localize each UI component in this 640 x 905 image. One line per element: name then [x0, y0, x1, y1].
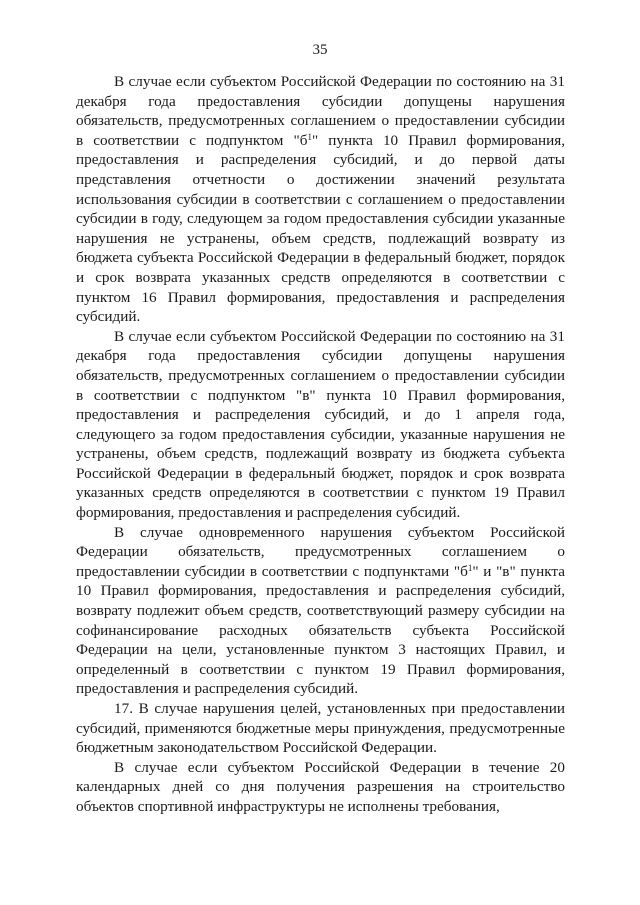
superscript-one: 1	[307, 131, 312, 142]
paragraph-simultaneous-violation	[76, 523, 565, 699]
paragraph-return-b1-violation	[76, 72, 565, 327]
page-number: 35	[312, 42, 328, 58]
document-body	[76, 72, 565, 817]
paragraph-return-v-violation: В случае если субъектом Российской Федерации по состоянию на 31 декабря года предоставления субсидии допущены нарушения обязательств, предусмотренных соглашением о предоставлении субсидии в соответствии с подпунктом "в" пункта 10 Правил формирования, предоставления и распределения субсидий, и до 1 апреля года, следующего за годом предоставления субсидии, указанные нарушения не устранены, объем средств, подлежащий возврату из бюджета субъекта Российской Федерации в федеральный бюджет, порядок и срок возврата указанных средств определяются в соответствии с пунктом 19 Правил формирования, предоставления и распределения субсидий.	[76, 327, 565, 522]
paragraph-text: В случае одновременного нарушения субъектом Российской Федерации обязательств, предусмотренных соглашением о предоставлении субсидии в соответствии с подпунктами "б	[76, 523, 565, 580]
paragraph-construction-permit: В случае если субъектом Российской Федерации в течение 20 календарных дней со дня получения разрешения на строительство объектов спортивной инфраструктуры не исполнены требования,	[76, 758, 565, 815]
paragraph-text: " и "в" пункта 10 Правил формирования, предоставления и распределения субсидий, возврату подлежит объем средств, соответствующий размеру субсидии на софинансирование расходных обязательств субъекта Российской Федерации на цели, установленные пунктом 3 настоящих Правил, и определенный в соответствии с пунктом 19 Правил формирования, предоставления и распределения субсидий.	[76, 562, 565, 698]
paragraph-text: " пункта 10 Правил формирования, предоставления и распределения субсидий, и до первой даты представления отчетности о достижении значений результата использования субсидии в соответствии с соглашением о предоставлении субсидии в году, следующем за годом предоставления субсидии указанные нарушения не устранены, объем средств, подлежащий возврату из бюджета субъекта Российской Федерации в федеральный бюджет, порядок и срок возврата указанных средств определяются в соответствии с пунктом 16 Правил формирования, предоставления и распределения субсидий.	[76, 131, 565, 326]
superscript-one: 1	[467, 562, 473, 573]
paragraph-text: В случае если субъектом Российской Федерации по состоянию на 31 декабря года предоставления субсидии допущены нарушения обязательств, предусмотренных соглашением о предоставлении субсидии в соответствии с подпунктом "б	[76, 73, 565, 149]
paragraph-section-17: 17. В случае нарушения целей, установленных при предоставлении субсидий, применяются бюджетные меры принуждения, предусмотренные бюджетным законодательством Российской Федерации.	[76, 700, 565, 757]
